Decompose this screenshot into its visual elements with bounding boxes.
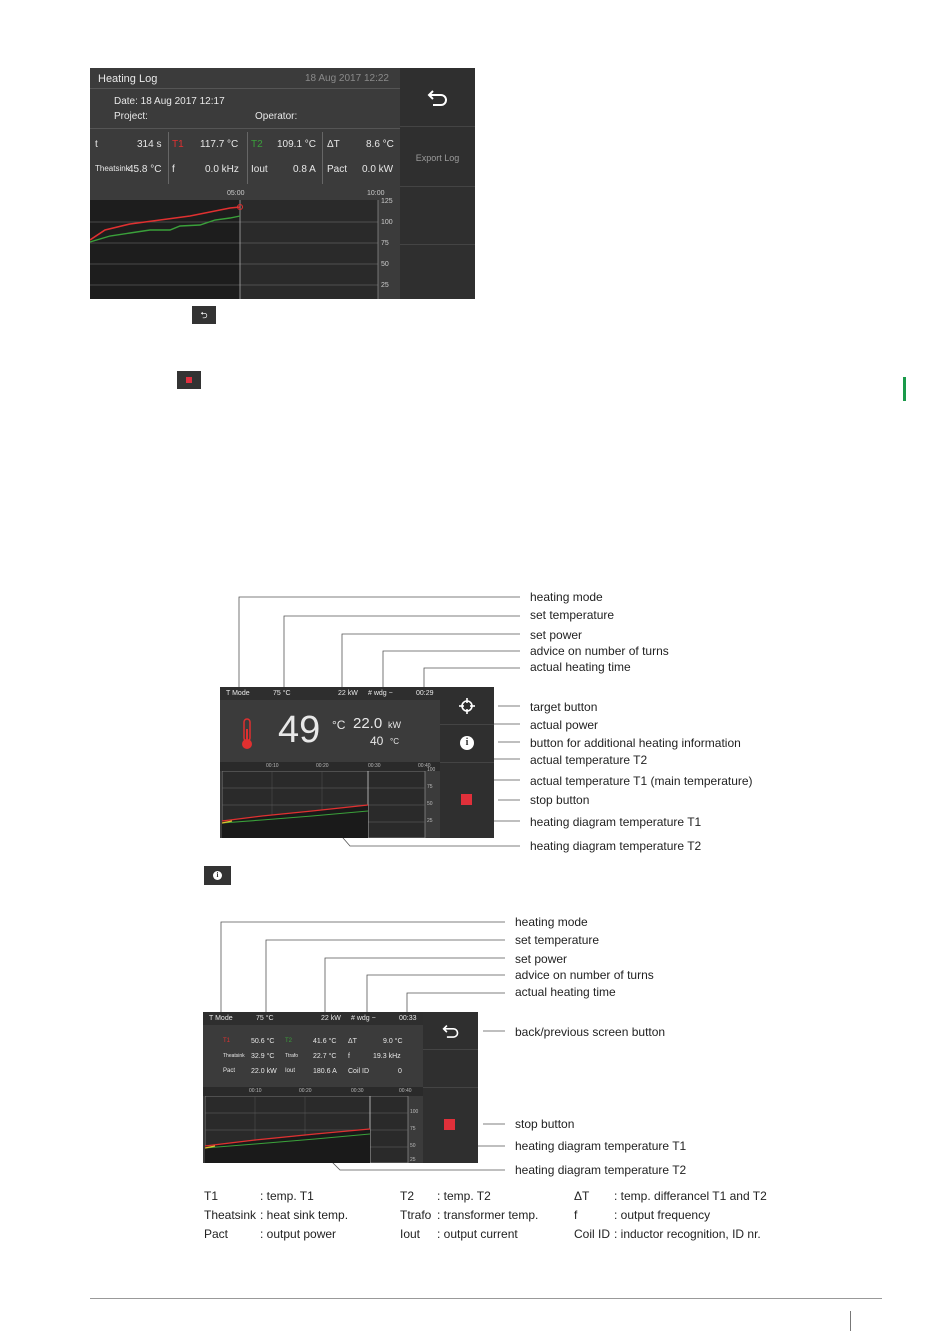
s2-label-info: button for additional heating information <box>530 736 741 750</box>
inline-back-icon: ⮌ <box>192 306 216 324</box>
log-v-t1: 117.7 °C <box>200 139 239 150</box>
log-ytick-4: 50 <box>381 261 389 268</box>
s3-label-advice: advice on number of turns <box>515 968 654 982</box>
log-date: Date: 18 Aug 2017 12:17 <box>114 96 225 107</box>
s3-v-iout: 180.6 A <box>313 1068 337 1075</box>
s3-k-iout: Iout <box>285 1068 296 1074</box>
s3-k-theatsink: Theatsink <box>223 1053 245 1059</box>
s2-big-unit: °C <box>332 718 346 732</box>
s3-k-t1: T1 <box>223 1038 231 1044</box>
s2-label-target: target button <box>530 700 598 714</box>
footer-tick <box>850 1311 851 1331</box>
s3-v-pact: 22.0 kW <box>251 1068 277 1075</box>
s3-k-coilid: Coil ID <box>348 1068 370 1075</box>
s2-wdg: # wdg − <box>368 690 393 697</box>
s2-label-stop: stop button <box>530 793 590 807</box>
s3-k-ttrafo: Ttrafo <box>285 1053 299 1059</box>
s3-v-ttrafo: 22.7 °C <box>313 1053 337 1060</box>
s2-set-power: 22 kW <box>338 690 358 697</box>
s3-xtick-3: 00:30 <box>351 1088 364 1094</box>
log-k-dt: ΔT <box>327 139 340 150</box>
legend-key: Ttrafo <box>400 1208 432 1222</box>
log-v-dt: 8.6 °C <box>366 139 394 150</box>
s2-label-t2: actual temperature T2 <box>530 753 648 767</box>
s3-label-heating-mode: heating mode <box>515 915 588 929</box>
s3-label-heating-time: actual heating time <box>515 985 616 999</box>
s3-set-temp: 75 °C <box>256 1015 274 1022</box>
log-k-t: t <box>95 139 98 150</box>
s3-label-diag-t1: heating diagram temperature T1 <box>515 1139 687 1153</box>
s2-time: 00:29 <box>416 690 434 697</box>
s2-set-temp: 75 °C <box>273 690 291 697</box>
s2-label-diag-t1: heating diagram temperature T1 <box>530 815 702 829</box>
s3-v-t2: 41.6 °C <box>313 1038 337 1045</box>
stop-icon <box>444 1119 455 1130</box>
s3-back-button[interactable] <box>423 1012 478 1049</box>
s3-label-diag-t2: heating diagram temperature T2 <box>515 1163 687 1177</box>
info-icon: i <box>460 736 474 750</box>
s3-k-f: f <box>348 1053 350 1060</box>
log-v-theatsink: 45.8 °C <box>128 164 162 175</box>
export-log-button[interactable]: Export Log <box>415 153 460 163</box>
s3-label-set-power: set power <box>515 952 568 966</box>
s2-label-t1: actual temperature T1 (main temperature) <box>530 774 753 788</box>
info-screen <box>203 1012 478 1163</box>
log-xtick-1: 05:00 <box>227 190 245 197</box>
legend-key: Iout <box>400 1227 421 1241</box>
s3-wdg: # wdg − <box>351 1015 376 1022</box>
log-k-t1: T1 <box>172 139 184 150</box>
s3-k-dt: ΔT <box>348 1038 357 1045</box>
s3-v-theatsink: 32.9 °C <box>251 1053 275 1060</box>
s3-stop-button[interactable] <box>423 1088 478 1163</box>
s3-xtick-1: 00:10 <box>249 1088 262 1094</box>
legend-desc: : heat sink temp. <box>260 1208 349 1222</box>
s2-ytick-4: 25 <box>427 818 433 824</box>
log-title: Heating Log <box>98 73 158 85</box>
s3-xtick-4: 00:40 <box>399 1088 412 1094</box>
legend-key: Pact <box>204 1227 229 1241</box>
log-v-t: 314 s <box>137 139 162 150</box>
legend-key: T2 <box>400 1189 415 1203</box>
legend-desc: : output current <box>437 1227 518 1241</box>
log-v-f: 0.0 kHz <box>205 164 239 175</box>
s3-set-power: 22 kW <box>321 1015 341 1022</box>
s3-label-set-temperature: set temperature <box>515 933 600 947</box>
s2-label-heating-time: actual heating time <box>530 660 631 674</box>
s2-xtick-3: 00:30 <box>368 763 381 769</box>
s3-time: 00:33 <box>399 1015 417 1022</box>
s3-v-coilid: 0 <box>398 1068 402 1075</box>
s3-heating-diagram <box>205 1096 423 1163</box>
s3-ytick-2: 75 <box>410 1126 416 1132</box>
s2-label-actual-power: actual power <box>530 718 599 732</box>
s2-ytick-2: 75 <box>427 784 433 790</box>
s3-label-stop: stop button <box>515 1117 575 1131</box>
s2-ytick-1: 100 <box>427 767 436 773</box>
s3-ytick-3: 50 <box>410 1143 416 1149</box>
legend-desc: : output frequency <box>614 1208 711 1222</box>
s3-mode: T Mode <box>209 1015 233 1022</box>
log-k-iout: Iout <box>251 164 268 175</box>
s2-label-heating-mode: heating mode <box>530 590 603 604</box>
log-k-t2: T2 <box>251 139 263 150</box>
s2-big-temp: 49 <box>278 709 321 751</box>
log-datetime: 18 Aug 2017 12:22 <box>305 73 389 84</box>
log-ytick-1: 125 <box>381 198 393 205</box>
log-operator: Operator: <box>255 111 298 122</box>
legend-key: Coil ID <box>574 1227 611 1241</box>
s3-v-dt: 9.0 °C <box>383 1038 403 1045</box>
s2-label-advice: advice on number of turns <box>530 644 669 658</box>
s3-sidebar <box>423 1012 478 1163</box>
s2-xtick-1: 00:10 <box>266 763 279 769</box>
log-xtick-2: 10:00 <box>367 190 385 197</box>
legend-desc: : temp. T1 <box>260 1189 314 1203</box>
log-k-theatsink: Theatsink <box>95 164 130 173</box>
legend-desc: : inductor recognition, ID nr. <box>614 1227 761 1241</box>
legend-desc: : transformer temp. <box>437 1208 539 1222</box>
s3-v-t1: 50.6 °C <box>251 1038 275 1045</box>
log-ytick-2: 100 <box>381 219 393 226</box>
legend-key: ΔT <box>574 1189 590 1203</box>
s3-k-t2: T2 <box>285 1038 293 1044</box>
s2-label-set-temperature: set temperature <box>530 608 615 622</box>
legend-key: T1 <box>204 1189 219 1203</box>
s2-label-set-power: set power <box>530 628 583 642</box>
s3-ytick-1: 100 <box>410 1109 419 1115</box>
s2-power: 22.0 <box>353 715 383 732</box>
s3-ytick-4: 25 <box>410 1157 416 1163</box>
inline-info-icon: i <box>204 866 231 885</box>
s2-power-unit: kW <box>388 720 401 730</box>
log-v-iout: 0.8 A <box>293 164 316 175</box>
legend-key: Theatsink <box>204 1208 257 1222</box>
log-project: Project: <box>114 111 148 122</box>
s3-k-pact: Pact <box>223 1068 236 1074</box>
back-arrow-icon <box>442 1023 460 1038</box>
footer-rule <box>90 1298 882 1299</box>
legend-desc: : output power <box>260 1227 337 1241</box>
log-ytick-5: 25 <box>381 282 389 289</box>
s2-label-diag-t2: heating diagram temperature T2 <box>530 839 702 853</box>
s3-label-back: back/previous screen button <box>515 1025 666 1039</box>
s2-xtick-4: 00:40 <box>418 763 431 769</box>
log-v-pact: 0.0 kW <box>362 164 394 175</box>
s3-xtick-2: 00:20 <box>299 1088 312 1094</box>
log-ytick-3: 75 <box>381 240 389 247</box>
log-k-pact: Pact <box>327 164 348 175</box>
s2-ytick-3: 50 <box>427 801 433 807</box>
s2-t2: 40 <box>370 734 384 748</box>
log-k-f: f <box>172 164 175 175</box>
legend-desc: : temp. T2 <box>437 1189 491 1203</box>
s2-mode: T Mode <box>226 690 250 697</box>
s3-v-f: 19.3 kHz <box>373 1053 401 1060</box>
log-v-t2: 109.1 °C <box>277 139 317 150</box>
s2-t2-unit: °C <box>390 737 399 746</box>
legend-desc: : temp. differancel T1 and T2 <box>614 1189 767 1203</box>
legend-key: f <box>574 1208 578 1222</box>
s2-xtick-2: 00:20 <box>316 763 329 769</box>
